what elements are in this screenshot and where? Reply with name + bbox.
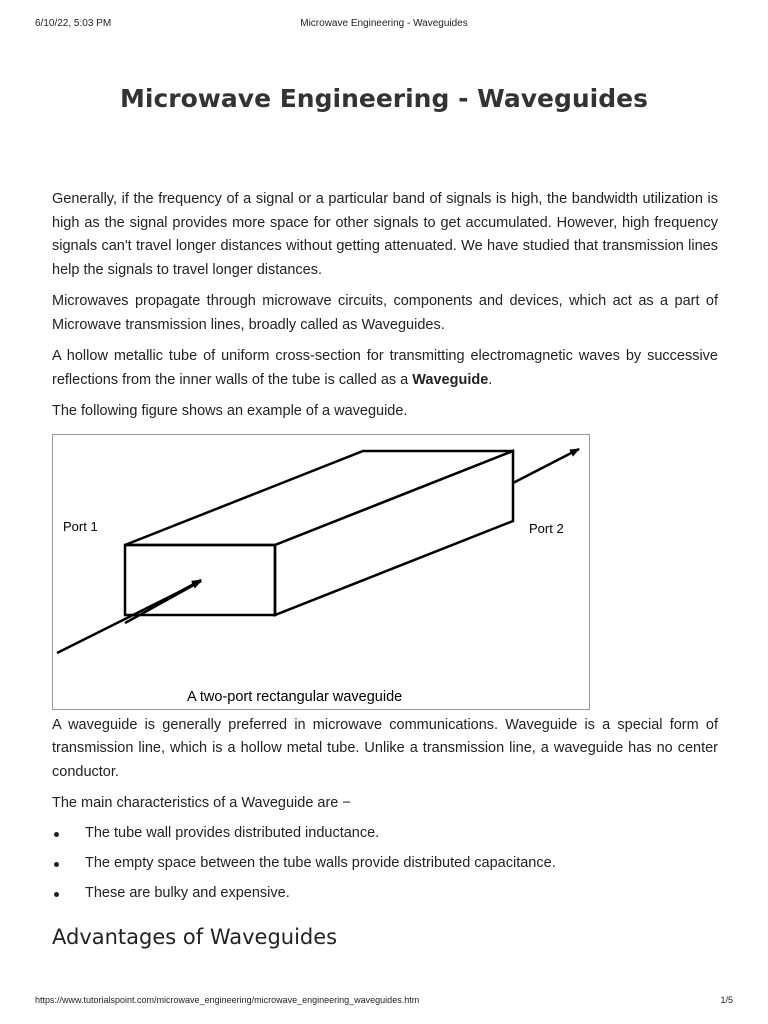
definition-text: A hollow metallic tube of uniform cross-section for transmitting electromagnetic waves by successive reflections from the inner walls of the tube is called as a bbox=[52, 348, 718, 388]
waveguide-diagram bbox=[53, 435, 589, 709]
article-body bbox=[52, 188, 718, 949]
paragraph-intro: Generally, if the frequency of a signal or a particular band of signals is high, the bandwidth utilization is high as the signal provides more space for other signals to get accumulated. However, high frequency signals can't travel longer distances without getting attenuated. We have studied that transmission lines help the signals to travel longer distances. bbox=[52, 191, 718, 278]
waveguide-figure bbox=[52, 434, 590, 710]
port-1-label: Port 1 bbox=[63, 518, 98, 534]
paragraph-figure-intro: The following figure shows an example of a waveguide. bbox=[52, 403, 408, 419]
print-doc-title: Microwave Engineering - Waveguides bbox=[300, 18, 468, 29]
paragraph-characteristics-intro: The main characteristics of a Waveguide are − bbox=[52, 795, 351, 811]
print-url: https://www.tutorialspoint.com/microwave_engineering/microwave_engineering_waveguides.htm bbox=[35, 995, 420, 1005]
page-number: 1/5 bbox=[720, 995, 733, 1005]
page-title: Microwave Engineering - Waveguides bbox=[120, 84, 648, 113]
section-heading-advantages: Advantages of Waveguides bbox=[52, 924, 338, 949]
output-arrow-line bbox=[513, 449, 579, 483]
paragraph-preferred: A waveguide is generally preferred in microwave communications. Waveguide is a special form of transmission line, which is a hollow metal tube. Unlike a transmission line, a waveguide has no center conductor. bbox=[52, 716, 718, 780]
definition-end: . bbox=[488, 371, 493, 388]
paragraph-definition bbox=[52, 345, 718, 392]
input-arrow-tip bbox=[163, 580, 201, 601]
waveguide-term: Waveguide bbox=[412, 371, 489, 388]
list-item: These are bulky and expensive. bbox=[52, 884, 718, 903]
port-2-label: Port 2 bbox=[529, 520, 564, 536]
characteristics-list bbox=[52, 824, 718, 903]
paragraph-propagation: Microwaves propagate through microwave circuits, components and devices, which act as a part of Microwave transmission lines, broadly called as Waveguides. bbox=[52, 293, 718, 333]
figure-caption: A two-port rectangular waveguide bbox=[187, 688, 403, 705]
list-item: The tube wall provides distributed inductance. bbox=[52, 824, 718, 843]
list-item: The empty space between the tube walls provide distributed capacitance. bbox=[52, 854, 718, 873]
print-datetime: 6/10/22, 5:03 PM bbox=[35, 18, 112, 29]
